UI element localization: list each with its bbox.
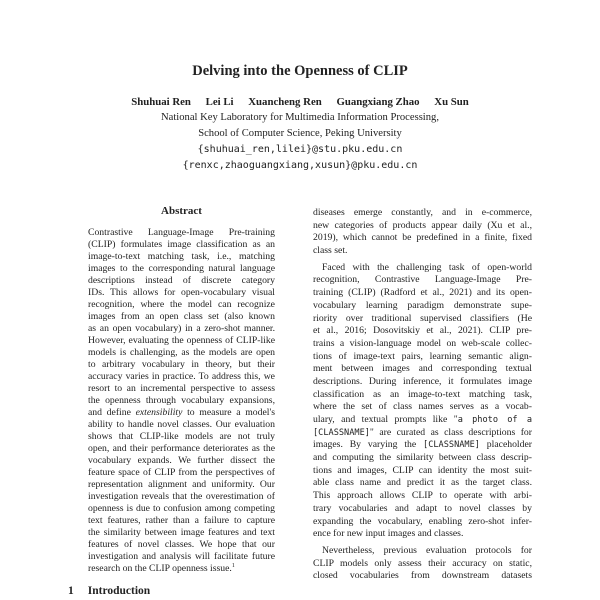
text-line	[313, 414, 532, 427]
text-line: tions of image-text pairs, learning semantic align-	[313, 350, 532, 362]
text-line	[88, 563, 275, 575]
text-line: Contrastive Language-Image Pre-training	[88, 227, 275, 238]
author: Xu Sun	[434, 96, 469, 108]
text-line: where the set of class names serves as a vocab-	[313, 401, 532, 413]
text-line: the openness through vocabulary expansions,	[88, 395, 275, 406]
text-line: expanding the vocabulary, enabling zero-shot infer-	[313, 515, 532, 527]
text-line: training (CLIP) (Radford et al., 2021) and its open-	[313, 287, 532, 299]
text-line: the similarity between image features and text	[88, 527, 275, 538]
section-title: Introduction	[87, 585, 151, 597]
text-segment: images. By varying the	[313, 439, 424, 451]
text-segment: and define	[88, 407, 136, 418]
text-line: diseases emerge constantly, and in e-commerce,	[313, 207, 532, 218]
right-column-body	[313, 207, 532, 583]
text-line: class set.	[313, 245, 348, 257]
text-line: (CLIP) formulates image classification as an	[88, 239, 275, 250]
author-list	[0, 96, 600, 108]
text-line: descriptions. During inference, it formulates image	[313, 375, 532, 387]
text-line: ence for new input images and classes.	[313, 528, 464, 540]
text-segment: ulary, and textual prompts like "	[313, 414, 458, 425]
affiliation-line: National Key Laboratory for Multimedia Information Processing,	[160, 112, 439, 123]
text-line: shows that CLIP-like models are not truly	[88, 431, 275, 442]
text-line: classification as an image-to-text matching task,	[313, 388, 532, 400]
text-line: riority over traditional supervised classifiers (He	[313, 312, 532, 324]
text-line: trary vocabularies and adapt to novel classes by	[313, 502, 532, 514]
text-line: images from an open class set (also known	[88, 311, 275, 322]
text-line: trains a vision-language model on web-scale collec-	[313, 337, 532, 349]
text-line	[88, 407, 275, 419]
text-line: open, and their performance deteriorates as the	[88, 443, 275, 454]
text-line: features of novel classes. We hope that our	[88, 539, 275, 550]
text-line	[313, 439, 532, 452]
text-line: images to the corresponding natural language	[88, 263, 275, 274]
text-line: text features, rather than a failure to capture	[88, 515, 275, 526]
author: Shuhuai Ren	[131, 96, 191, 108]
text-segment: " are curated as class descriptions for	[369, 426, 532, 438]
text-line: new categories of products appear daily (Xu et al.,	[313, 219, 532, 231]
text-line: closed vocabularies from downstream datasets	[313, 570, 532, 582]
text-segment: [CLASSNAME]	[313, 427, 370, 438]
email-line: {renxc,zhaoguangxiang,xusun}@pku.edu.cn	[182, 160, 418, 171]
text-line: However, evaluating the openness of CLIP-like	[88, 335, 275, 346]
text-line: ment between images and corresponding textual	[313, 363, 532, 375]
paper-title: Delving into the Openness of CLIP	[192, 63, 408, 79]
text-segment: research on the CLIP openness issue.	[88, 563, 232, 574]
text-line: Faced with the challenging task of open-world	[322, 261, 532, 273]
text-line: recognition, Contrastive Language-Image Pre-	[313, 274, 532, 286]
author: Lei Li	[205, 96, 234, 108]
text-line: ability to handle novel classes. Our evaluation	[88, 419, 275, 430]
text-line: This approach allows CLIP to operate with arbi-	[313, 490, 532, 502]
text-line: investigation reveals that the overestimation of	[88, 491, 275, 502]
text-segment: placeholder	[479, 439, 532, 451]
author: Guangxiang Zhao	[336, 96, 420, 108]
text-line: et al., 2016; Dosovitskiy et al., 2021). CLIP pre-	[313, 325, 532, 337]
text-line: models is challenging, as the models are open	[88, 347, 275, 358]
text-line: investigation and analysis will facilitate future	[88, 551, 275, 562]
text-line: vocabulary expands. We further dissect the	[88, 455, 275, 466]
text-line: 2019), which cannot be predefined in a finite, fixed	[313, 232, 532, 244]
text-line: as an open vocabulary) in a zero-shot manner.	[88, 323, 275, 334]
text-line: accuracy varies in practice. To address this, we	[88, 371, 275, 382]
text-line: tions and images, CLIP can identity the most suit-	[313, 464, 532, 476]
affiliation-line: School of Computer Science, Peking University	[198, 128, 402, 139]
section-heading-introduction	[68, 585, 150, 597]
text-line: openness is due to confusion among competing	[88, 503, 275, 514]
email-line: {shuhuai_ren,lilei}@stu.pku.edu.cn	[197, 144, 403, 155]
text-line: descriptions instead of discrete category	[88, 275, 275, 286]
text-line: resort to an incremental perspective to assess	[88, 383, 275, 394]
text-segment: to measure a model's	[182, 407, 275, 418]
text-line: CLIP models only assess their accuracy on static,	[313, 557, 532, 569]
text-line: recognition, where the model can recognize	[88, 299, 275, 310]
text-line: image-to-text matching task, i.e., matching	[88, 251, 275, 262]
text-segment: extensibility	[135, 407, 183, 418]
abstract-heading: Abstract	[161, 205, 202, 217]
footnote-marker: 1	[231, 562, 235, 569]
text-line: vocabulary learning paradigm demonstrate supe-	[313, 299, 532, 311]
abstract-body	[88, 227, 275, 575]
text-line: able class name and predict it as the target class.	[313, 477, 532, 489]
text-line: Nevertheless, previous evaluation protocols for	[322, 544, 532, 556]
text-segment: a photo of a	[457, 415, 532, 425]
section-number: 1	[68, 585, 74, 597]
text-line: IDs. This allows for open-vocabulary visual	[88, 287, 275, 298]
text-line: and computing the similarity between class descrip-	[313, 452, 532, 464]
text-line: representation alignment and uniformity. Our	[88, 479, 275, 490]
text-segment: [CLASSNAME]	[423, 440, 480, 451]
text-line	[313, 427, 532, 440]
text-line: feature space of CLIP from the perspectives of	[88, 467, 275, 478]
text-line: to arbitrary vocabulary in theory, but their	[88, 359, 275, 370]
author: Xuancheng Ren	[248, 96, 322, 108]
